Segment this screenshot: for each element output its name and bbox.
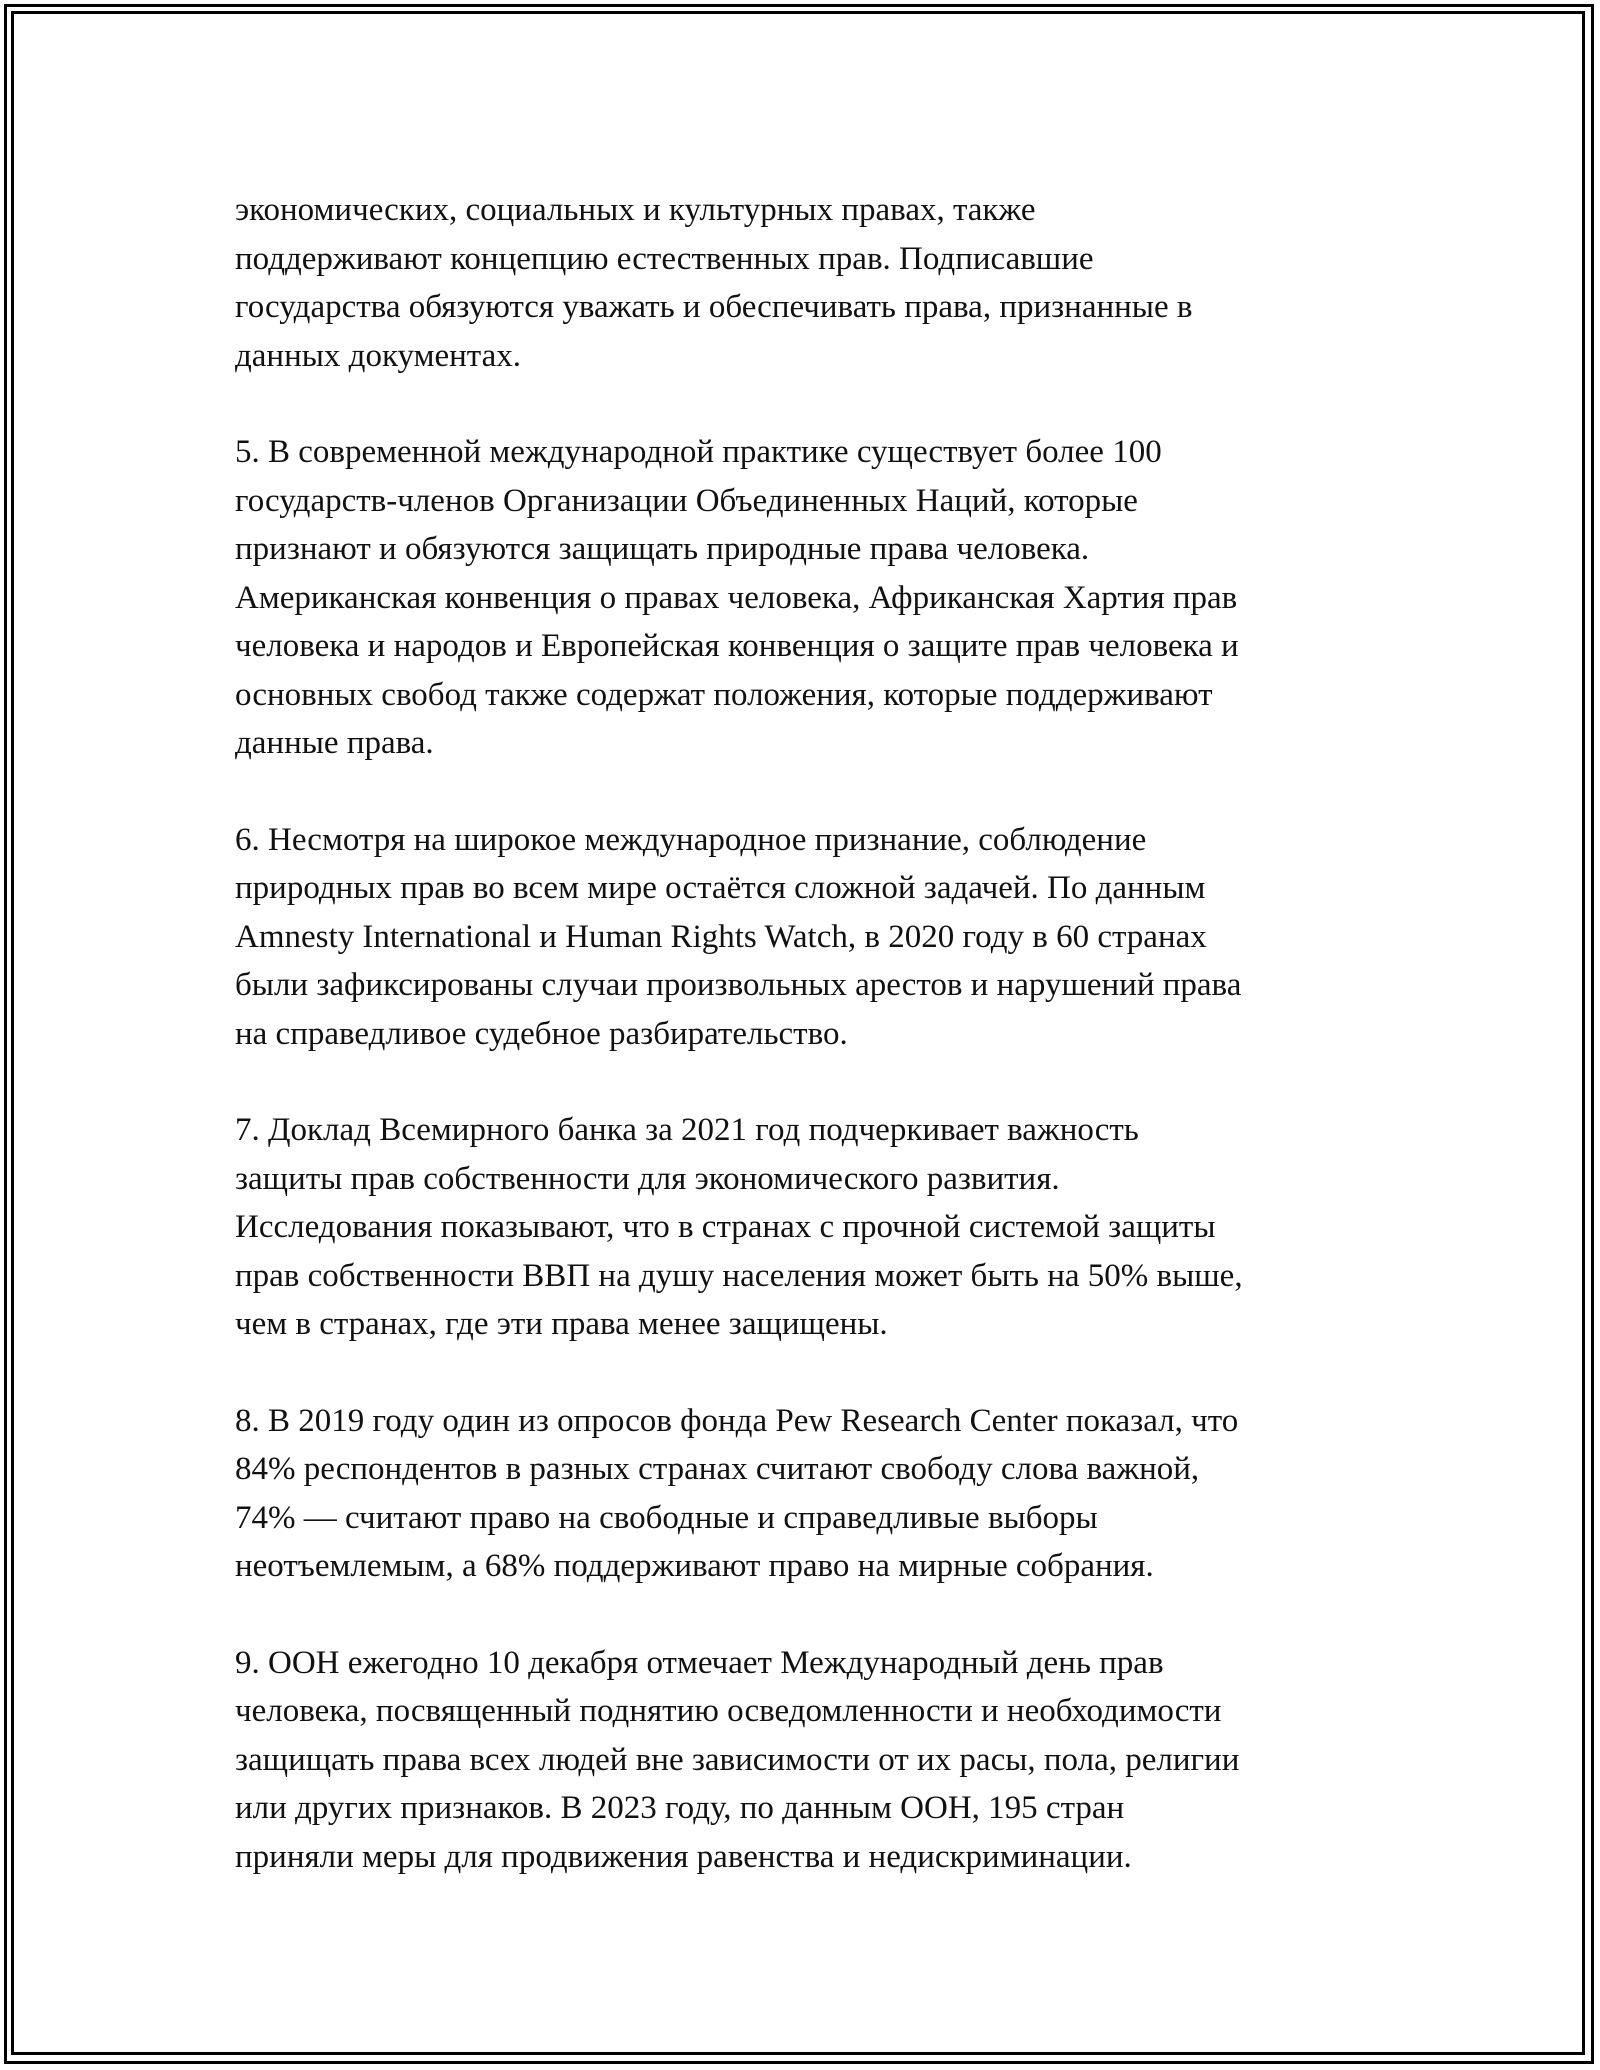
text-line: 6. Несмотря на широкое международное признание, соблюдение bbox=[235, 821, 1147, 858]
text-line: неотъемлемым, а 68% поддерживают право на мирные собрания. bbox=[235, 1548, 1154, 1584]
text-line: Американская конвенция о правах человека, Африканская Хартия прав bbox=[235, 579, 1238, 616]
text-line: 9. ООН ежегодно 10 декабря отмечает Международный день прав bbox=[235, 1644, 1164, 1681]
text-line: или других признаков. В 2023 году, по данным ООН, 195 стран bbox=[235, 1790, 1125, 1826]
text-line: основных свобод также содержат положения, которые поддерживают bbox=[235, 676, 1213, 713]
text-line: экономических, социальных и культурных правах, также bbox=[235, 192, 1036, 228]
paragraph bbox=[235, 816, 1365, 1059]
text-line: чем в странах, где эти права менее защищены. bbox=[235, 1306, 888, 1342]
paragraph bbox=[235, 1639, 1365, 1882]
text-line: государства обязуются уважать и обеспечивать права, признанные в bbox=[235, 289, 1193, 325]
text-line: 8. В 2019 году один из опросов фонда Pew Research Center показал, что bbox=[235, 1402, 1239, 1439]
paragraph bbox=[235, 1397, 1365, 1591]
paragraph bbox=[235, 1106, 1365, 1349]
text-line: на справедливое судебное разбирательство. bbox=[235, 1015, 848, 1052]
text-line: прав собственности ВВП на душу населения может быть на 50% выше, bbox=[235, 1257, 1243, 1294]
text-line: 84% респондентов в разных странах считают свободу слова важной, bbox=[235, 1451, 1200, 1487]
text-line: данные права. bbox=[235, 725, 434, 761]
text-line: человека и народов и Европейская конвенция о защите прав человека и bbox=[235, 628, 1239, 664]
document-body bbox=[235, 186, 1365, 1929]
text-line: государств-членов Организации Объединенных Наций, которые bbox=[235, 482, 1138, 519]
text-line: 7. Доклад Всемирного банка за 2021 год подчеркивает важность bbox=[235, 1112, 1139, 1148]
text-line: были зафиксированы случаи произвольных арестов и нарушений права bbox=[235, 967, 1242, 1003]
text-line: защиты прав собственности для экономического развития. bbox=[235, 1160, 1060, 1197]
text-line: человека, посвященный поднятию осведомленности и необходимости bbox=[235, 1693, 1222, 1729]
text-line: Исследования показывают, что в странах с прочной системой защиты bbox=[235, 1209, 1216, 1245]
text-line: природных прав во всем мире остаётся сложной задачей. По данным bbox=[235, 870, 1206, 906]
paragraph bbox=[235, 186, 1365, 380]
text-line: поддерживают концепцию естественных прав. Подписавшие bbox=[235, 240, 1094, 277]
text-line: 5. В современной международной практике существует более 100 bbox=[235, 434, 1162, 470]
text-line: признают и обязуются защищать природные права человека. bbox=[235, 531, 1090, 567]
text-line: 74% — считают право на свободные и справедливые выборы bbox=[235, 1499, 1098, 1536]
paragraph bbox=[235, 428, 1365, 768]
text-line: защищать права всех людей вне зависимости от их расы, пола, религии bbox=[235, 1741, 1240, 1778]
text-line: данных документах. bbox=[235, 337, 522, 374]
text-line: Amnesty International и Human Rights Watch, в 2020 году в 60 странах bbox=[235, 918, 1207, 955]
text-line: приняли меры для продвижения равенства и недискриминации. bbox=[235, 1838, 1132, 1875]
